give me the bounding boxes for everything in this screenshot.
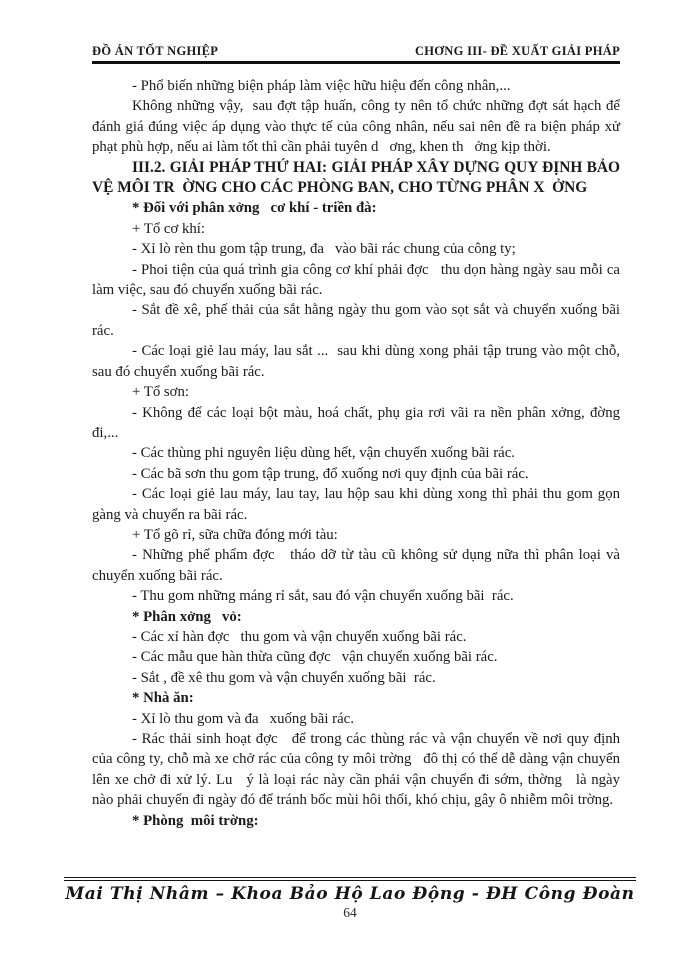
paragraph: - Rác thải sinh hoạt đợc để trong các thùng rác và vận chuyển về nơi quy định của công ty, chỗ mà xe chở rác của công ty môi trờng đô thị có thể dễ dàng vận chuyển lên xe chở đi xử lý. Lu ý là loại rác này cần phải vận chuyển đi sớm, thờng là ngày nào phải chuyển đi ngày đó để tránh bốc mùi hôi thối, khó chịu, gây ô nhiễm môi trờng. bbox=[92, 731, 624, 809]
paragraph: - Những phế phẩm đợc tháo dỡ từ tàu cũ không sử dụng nữa thì phân loại và chuyển xuống bãi rác. bbox=[92, 547, 624, 584]
paragraph: - Phoi tiện của quá trình gia công cơ khí phải đợc thu dọn hàng ngày sau mỗi ca làm việc, sau đó chuyển xuống bãi rác. bbox=[92, 261, 624, 299]
paragraph: * Phân xởng vỏ: bbox=[132, 608, 242, 625]
paragraph: + Tổ sơn: bbox=[132, 384, 190, 401]
paragraph: - Không để các loại bột màu, hoá chất, phụ gia rơi vãi ra nền phân xởng, đờng đi,... bbox=[92, 404, 632, 441]
footer-signature: Mai Thị Nhâm – Khoa Bảo Hộ Lao Động - ĐH Công Đoàn bbox=[65, 884, 635, 904]
section-heading: III.2. GIẢI PHÁP THỨ HAI: GIẢI PHÁP XÂY DỰNG QUY ĐỊNH BẢO VỆ MÔI TR ỜNG CHO CÁC PHÒNG BAN, CHO TỪNG PHÂN X ỞNG bbox=[92, 158, 624, 197]
paragraph: - Thu gom những máng rỉ sắt, sau đó vận chuyển xuống bãi rác. bbox=[132, 588, 514, 605]
paragraph: - Sắt , đề xê thu gom và vận chuyển xuống bãi rác. bbox=[132, 669, 436, 686]
page-footer bbox=[64, 877, 636, 921]
document-body bbox=[92, 76, 632, 831]
page-number: 64 bbox=[343, 905, 357, 920]
paragraph: - Phổ biến những biện pháp làm việc hữu hiệu đến công nhân,... bbox=[132, 78, 511, 94]
paragraph: Không những vậy, sau đợt tập huấn, công ty nên tổ chức những đợt sát hạch để đánh giá đúng việc áp dụng vào thực tế của công nhân, nếu sai nên đề ra biện pháp xử phạt phù hợp, nếu ai làm tốt thì cần phải tuyên d ơng, khen th ởng kịp thời. bbox=[92, 98, 628, 156]
page-header bbox=[92, 44, 620, 64]
paragraph: - Các loại giẻ lau máy, lau sắt ... sau khi dùng xong phải tập trung vào một chỗ, sau đó chuyển xuống bãi rác. bbox=[92, 343, 624, 380]
paragraph: * Đối với phân xởng cơ khí - triền đà: bbox=[132, 200, 377, 217]
paragraph: - Các thùng phi nguyên liệu dùng hết, vận chuyển xuống bãi rác. bbox=[132, 445, 515, 462]
paragraph: - Xỉ lò rèn thu gom tập trung, đa vào bãi rác chung của công ty; bbox=[132, 241, 516, 258]
paragraph: - Các loại giẻ lau máy, lau tay, lau hộp sau khi dùng xong thì phải thu gom gọn gàng và chuyển ra bãi rác. bbox=[92, 486, 624, 523]
paragraph: + Tổ cơ khí: bbox=[132, 220, 206, 237]
paragraph: - Các bã sơn thu gom tập trung, đổ xuống nơi quy định của bãi rác. bbox=[132, 465, 529, 482]
paragraph: - Sắt đề xê, phế thải của sắt hằng ngày thu gom vào sọt sắt và chuyển xuống bãi rác. bbox=[92, 302, 624, 339]
paragraph: * Phòng môi trờng: bbox=[132, 812, 259, 829]
paragraph: + Tổ gõ rỉ, sữa chữa đóng mới tàu: bbox=[132, 526, 338, 543]
header-right-chapter: CHƠNG III- ĐỀ XUẤT GIẢI PHÁP bbox=[414, 44, 620, 58]
paragraph: - Xỉ lò thu gom và đa xuống bãi rác. bbox=[132, 710, 354, 727]
paragraph: - Các mẫu que hàn thừa cũng đợc vận chuyển xuống bãi rác. bbox=[132, 649, 498, 666]
header-left-title: ĐỒ ÁN TỐT NGHIỆP bbox=[92, 44, 219, 58]
footer-rule bbox=[64, 877, 636, 881]
paragraph: * Nhà ăn: bbox=[132, 690, 194, 707]
paragraph: - Các xỉ hàn đợc thu gom và vận chuyển xuống bãi rác. bbox=[132, 628, 467, 645]
